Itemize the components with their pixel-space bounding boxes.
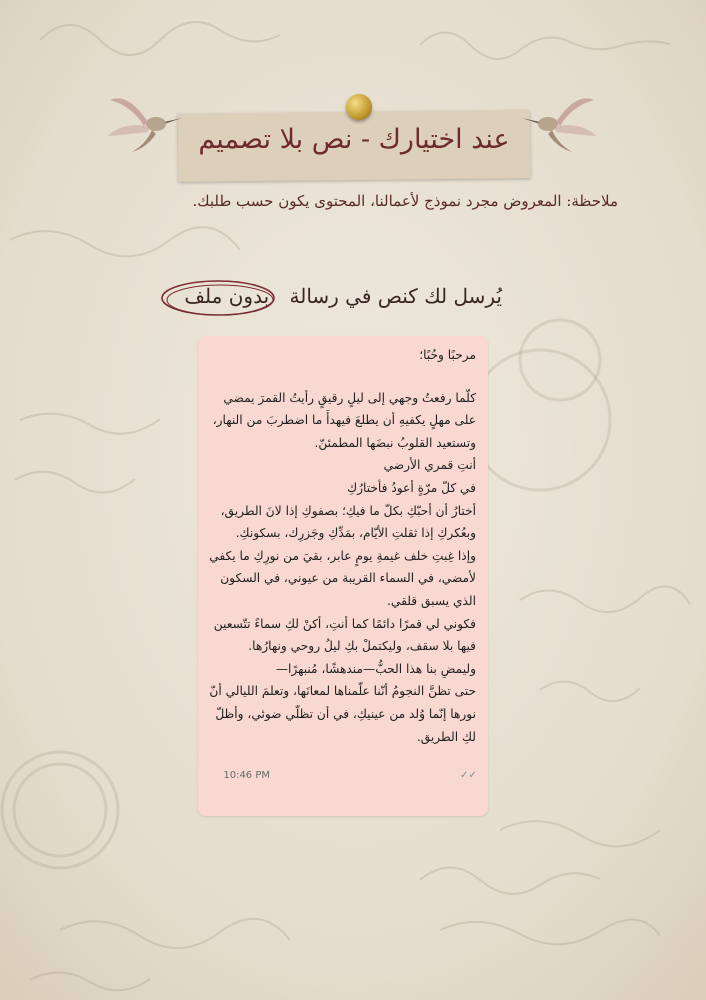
message-timestamp: 10:46 PM: [223, 770, 270, 781]
message-paragraph: أختارُ أن أحبّكِ بكلّ ما فيكِ؛ بصفوكِ إذا لانَ الطريق، وبعُكركِ إذا ثقلتِ الأيّام، بمَدِّكِ وجَزرِك، بسكونكِ.: [220, 503, 476, 541]
message-bubble: [198, 336, 488, 816]
message-paragraph: وإذا غِبتِ خلف غيمةِ يومٍ عابر، بقيَ من نورِكِ ما يكفي لأمضي، في السماء القريبة من عيوني، في السكون الذي يسبق قلقي.: [209, 548, 476, 608]
subtitle-main-text: يُرسل لك كنص في رسالة: [289, 284, 502, 308]
delivery-subtitle: [176, 284, 502, 308]
badge-label: بدون ملف: [184, 284, 270, 308]
message-paragraph: وليمضِ بنا هذا الحبُّ—مندهشًا، مُنبهرًا—: [275, 661, 476, 676]
message-paragraph: حتى تظنَّ النجومُ أنّنا علّمناها لمعانَها، وتعلمَ الليالي أنّ نورها إنّما وُلد من عينيكِ، في أن تظلّي ضوئي، وأظلّ لكِ الطريق.: [209, 684, 476, 744]
message-paragraph: كلّما رفعتُ وجهي إلى ليلٍ رقيقٍ رأيتُ القمرَ يمضي على مهلٍ يكفيهِ أن يطلعَ فيهدأَ ما اضطربَ من النهار، وتستعيد القلوبُ نبضَها المطمئنّ.: [212, 390, 476, 450]
message-paragraph: أنتِ قمري الأرضي: [383, 458, 476, 473]
pushpin-icon: [346, 94, 372, 120]
badge-ring-icon: [158, 276, 278, 320]
message-paragraph: فكوني لي قمرًا دائمًا كما أنتِ، أكنْ لكِ سماءً تتّسعين فيها بلا سقف، وليكتملْ بكِ ليلُ روحي ونهارُها.: [213, 616, 476, 654]
read-ticks-icon: ✓✓: [460, 770, 477, 781]
page-title: عند اختيارك - نص بلا تصميم: [198, 124, 510, 155]
no-file-badge: [176, 284, 277, 308]
hummingbird-right-icon: [520, 88, 600, 158]
message-paragraph: في كلّ مرّةٍ أعودُ فأختارُكِ: [347, 480, 476, 495]
message-greeting: مرحبًا وحُبًا؛: [419, 348, 476, 362]
note-text: ملاحظة: المعروض مجرد نموذج لأعمالنا، المحتوى يكون حسب طلبك.: [192, 192, 618, 210]
hummingbird-left-icon: [104, 88, 184, 158]
message-body: [208, 344, 476, 748]
